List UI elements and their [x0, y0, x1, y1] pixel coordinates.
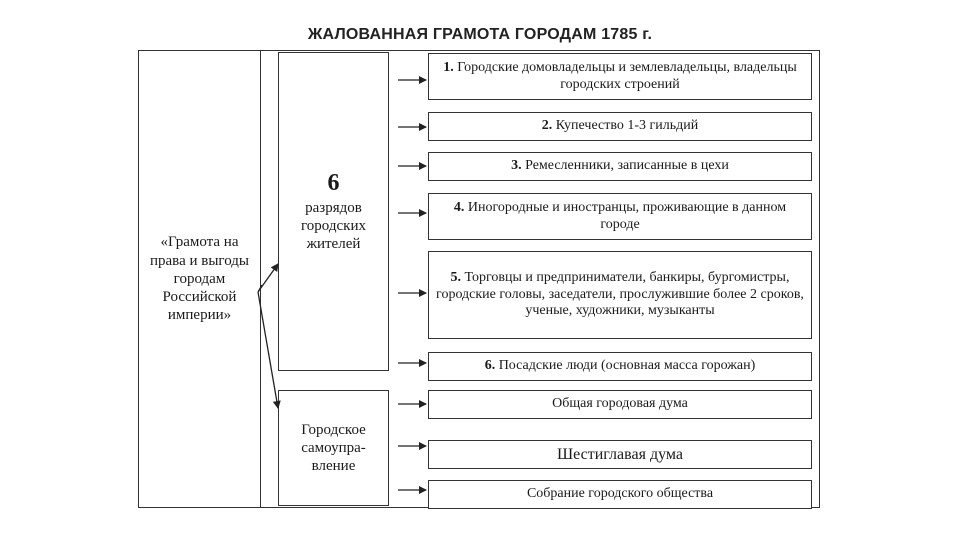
categories-count: 6: [327, 169, 340, 196]
arrow-to-self-government: [258, 292, 278, 408]
six-member-duma-text: Шестиглавая дума: [557, 445, 683, 463]
categories-label: разрядов городских жителей: [301, 199, 366, 252]
category-text-5: 5. Торговцы и предприниматели, банкиры, бургомистры, городские головы, заседатели, прослужившие более 2 сроков, ученые, художники, музыканты: [436, 269, 804, 319]
category-text-1: 1. Городские домовладельцы и землевладельцы, владельцы городских строений: [443, 59, 797, 92]
diagram-title: ЖАЛОВАННАЯ ГРАМОТА ГОРОДАМ 1785 г.: [307, 26, 653, 43]
town-society-assembly-text: Собрание городского общества: [526, 486, 714, 502]
general-duma-text: Общая городовая дума: [552, 396, 688, 412]
category-text-2: 2. Купечество 1-3 гильдий: [541, 118, 699, 134]
charter-name-text: «Грамота на права и выгоды городам Российской империи»: [150, 234, 249, 324]
self-government-label: Городское самоупра-вление: [301, 422, 366, 474]
category-text-4: 4. Иногородные и иностранцы, проживающие в данном городе: [453, 199, 787, 232]
arrow-to-categories: [258, 264, 278, 292]
branch-arrows: [258, 264, 278, 408]
category-text-6: 6. Посадские люди (основная масса горожан): [484, 358, 756, 374]
category-text-3: 3. Ремесленники, записанные в цехи: [511, 158, 729, 174]
